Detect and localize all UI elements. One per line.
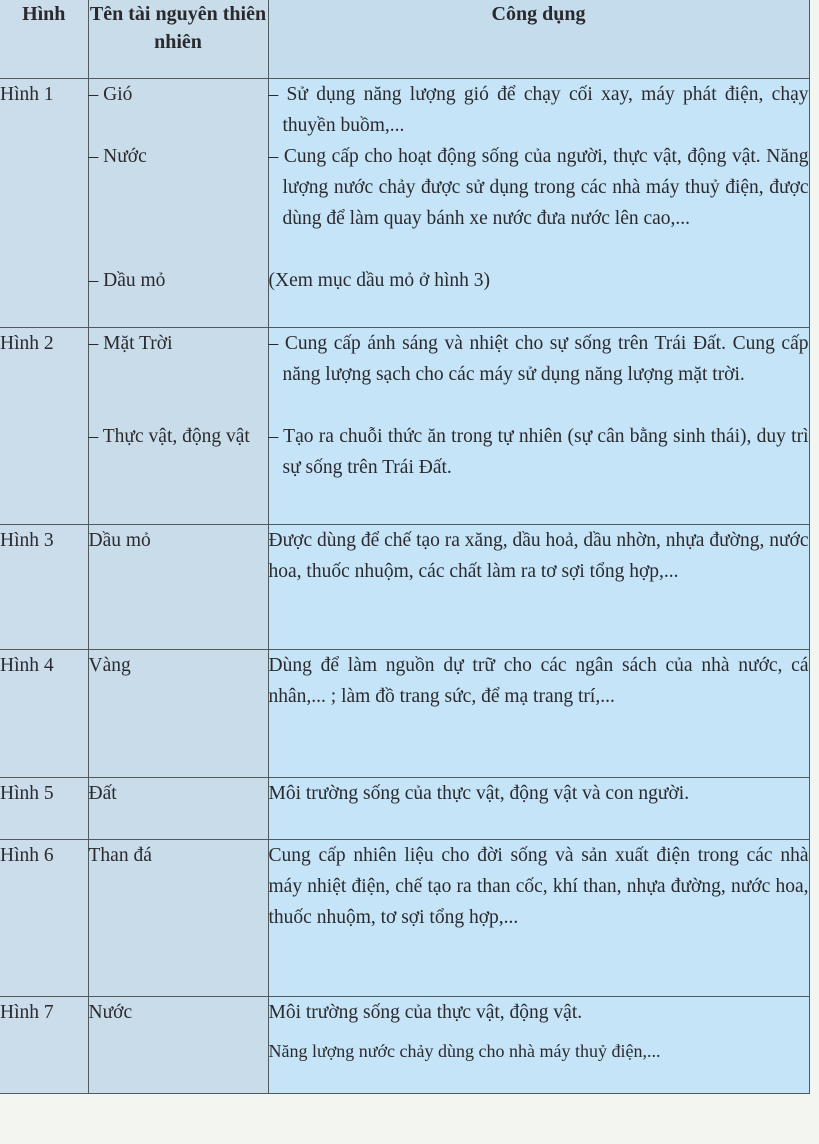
usage-wind: – Sử dụng năng lượng gió để chạy cối xay, máy phát điện, chạy thuyền buồm,... [268, 84, 809, 136]
resource-cell [88, 328, 268, 525]
table-row [0, 997, 809, 1094]
table-row [0, 525, 809, 650]
header-figure: Hình [0, 0, 88, 79]
figure-cell: Hình 3 [0, 525, 88, 650]
resource-cell: Nước [88, 997, 268, 1094]
header-resource: Tên tài nguyên thiên nhiên [88, 0, 268, 79]
usage-water: – Cung cấp cho hoạt động sống của người, thực vật, động vật. Năng lượng nước chảy được sử dụng trong các nhà máy thuỷ điện, được dùng để làm quay bánh xe nước đưa nước lên cao,... [268, 146, 809, 229]
usage-cell [268, 997, 809, 1094]
figure-cell: Hình 2 [0, 328, 88, 525]
usage-cell: Được dùng để chế tạo ra xăng, dầu hoả, dầu nhờn, nhựa đường, nước hoa, thuốc nhuộm, các chất làm ra tơ sợi tổng hợp,... [268, 525, 809, 650]
resource-water: – Nước [88, 146, 147, 167]
figure-cell: Hình 5 [0, 778, 88, 840]
usage-cell: Môi trường sống của thực vật, động vật và con người. [268, 778, 809, 840]
usage-line-2: Năng lượng nước chảy dùng cho nhà máy thuỷ điện,... [268, 1041, 661, 1061]
usage-cell: Dùng để làm nguồn dự trữ cho các ngân sách của nhà nước, cá nhân,... ; làm đồ trang sức, để mạ trang trí,... [268, 650, 809, 778]
resource-cell: Dầu mỏ [88, 525, 268, 650]
usage-flora-fauna: – Tạo ra chuỗi thức ăn trong tự nhiên (sự cân bằng sinh thái), duy trì sự sống trên Trái Đất. [268, 426, 809, 478]
table-row [0, 328, 809, 525]
figure-cell: Hình 7 [0, 997, 88, 1094]
table-row [0, 840, 809, 997]
resource-cell: Đất [88, 778, 268, 840]
resource-wind: – Gió [88, 84, 133, 105]
resource-cell [88, 79, 268, 328]
usage-cell [268, 79, 809, 328]
usage-sun: – Cung cấp ánh sáng và nhiệt cho sự sống trên Trái Đất. Cung cấp năng lượng sạch cho các máy sử dụng năng lượng mặt trời. [268, 333, 809, 385]
figure-cell: Hình 1 [0, 79, 88, 328]
table-row [0, 650, 809, 778]
usage-line-1: Môi trường sống của thực vật, động vật. [268, 1002, 583, 1023]
usage-oil: (Xem mục dầu mỏ ở hình 3) [268, 270, 491, 291]
table-row [0, 79, 809, 328]
figure-cell: Hình 4 [0, 650, 88, 778]
header-usage: Công dụng [268, 0, 809, 79]
figure-cell: Hình 6 [0, 840, 88, 997]
usage-cell: Cung cấp nhiên liệu cho đời sống và sản xuất điện trong các nhà máy nhiệt điện, chế tạo ra than cốc, khí than, nhựa đường, nước hoa, thuốc nhuộm, tơ sợi tổng hợp,... [268, 840, 809, 997]
resource-flora-fauna: – Thực vật, động vật [88, 426, 250, 447]
table-header-row [0, 0, 809, 79]
table-row [0, 778, 809, 840]
resource-cell: Vàng [88, 650, 268, 778]
resource-oil: – Dầu mỏ [88, 270, 166, 291]
resource-cell: Than đá [88, 840, 268, 997]
usage-cell [268, 328, 809, 525]
resource-sun: – Mặt Trời [88, 333, 173, 354]
